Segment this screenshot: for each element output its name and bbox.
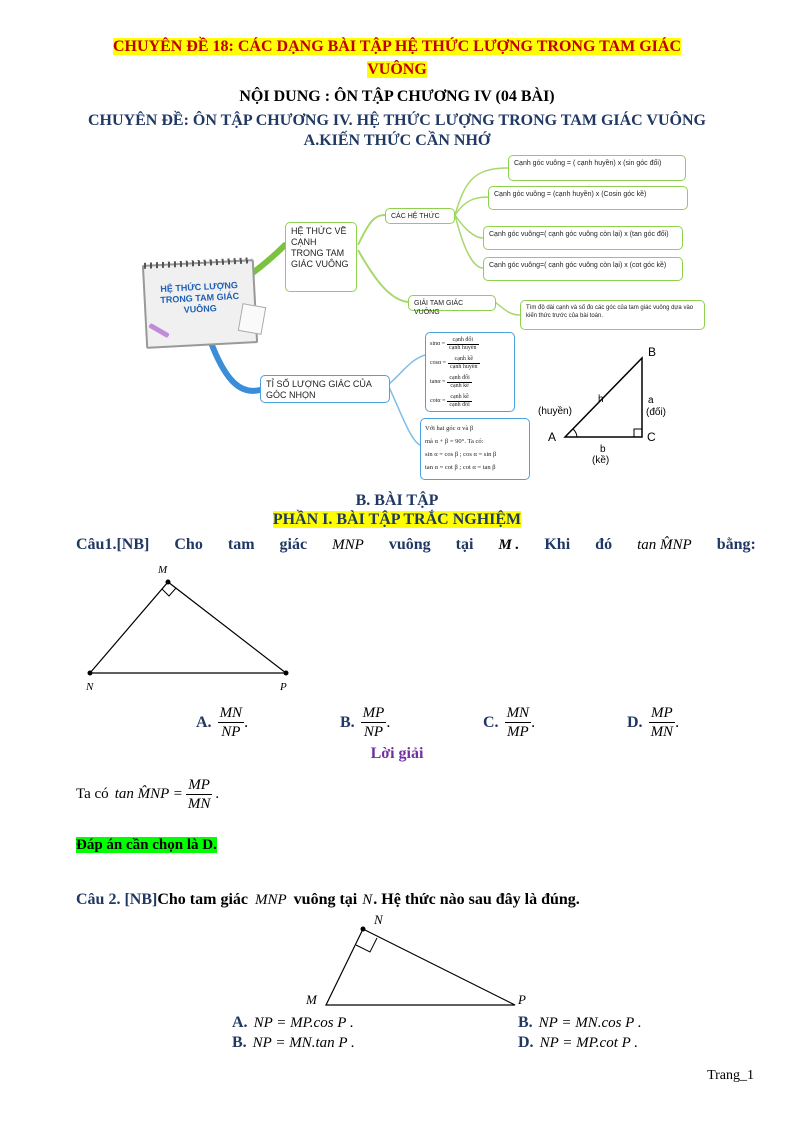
q1-option-c-num: MN <box>506 705 530 721</box>
section-b-title: B. BÀI TẬP <box>355 492 439 509</box>
side-a: a <box>648 395 654 406</box>
q1-solution-den: MN <box>187 796 211 812</box>
doc-title-line1: CHUYÊN ĐỀ 18: CÁC DẠNG BÀI TẬP HỆ THỨC LƯỢNG TRONG TAM GIÁC <box>112 38 682 55</box>
q1-answer: Đáp án cần chọn là D. <box>76 837 217 853</box>
q1-option-b-num: MP <box>362 705 385 721</box>
q2-option-c-expr: NP = MN.tan P . <box>252 1035 355 1051</box>
ratio-cos-den: cạnh huyền <box>450 364 478 370</box>
q1-solution-expr: tan M̂NP = <box>114 786 183 802</box>
q2-n: N <box>362 892 373 908</box>
section-a-title: A.KIẾN THỨC CẦN NHỚ <box>303 132 491 149</box>
side-b: b <box>600 444 606 455</box>
q1-option-d-key: D. <box>627 713 643 731</box>
q1-option-c[interactable]: C. $\frac{MN}{MP}$ . <box>483 705 536 740</box>
vertex-b: B <box>648 345 657 359</box>
q1-w3: MNP <box>332 537 364 553</box>
q1-vertex-n: N <box>86 681 94 693</box>
q1-w6: M . <box>498 537 520 553</box>
q1-option-a[interactable]: A. $\frac{MN}{NP}$ . <box>196 705 249 740</box>
ratio-tan-den: cạnh kề <box>450 383 469 389</box>
q2-option-b-expr: NP = MN.cos P . <box>538 1015 642 1031</box>
q2-text-c: . Hệ thức nào sau đây là đúng. <box>373 891 580 908</box>
comp-line-1: Với hai góc α và β <box>425 425 474 432</box>
q1-w7: Khi <box>544 536 571 553</box>
q2-vertex-p: P <box>518 992 526 1007</box>
q2-text-a: Cho tam giác <box>157 891 248 908</box>
side-h-label: (huyền) <box>538 406 572 417</box>
q1-w5: tại <box>455 536 474 553</box>
q1-w1: tam <box>227 536 255 553</box>
q1-w10: bằng: <box>716 536 756 553</box>
ratio-cos-num: cạnh kề <box>448 356 480 364</box>
q1-w4: vuông <box>388 536 431 553</box>
vertex-a: A <box>548 430 557 444</box>
vertex-c: C <box>647 430 656 444</box>
q2-mnp: MNP <box>255 892 287 908</box>
q2-option-c-key: B. <box>232 1034 247 1051</box>
q2-vertex-n: N <box>374 912 383 927</box>
q2-text-b: vuông tại <box>293 891 358 908</box>
q1-solution-prefix: Ta có <box>76 786 109 802</box>
ratio-sin-num: cạnh đối <box>447 337 479 345</box>
q1-solution: Ta có tan M̂NP = $\frac{MP}{MN}$ . <box>76 777 220 812</box>
page-number: Trang_1 <box>707 1068 754 1083</box>
side-h: h <box>598 394 604 405</box>
ratio-cot-num: cạnh kề <box>447 394 472 402</box>
q1-option-b-den: NP <box>363 724 384 740</box>
sub-relations: CÁC HỆ THỨC <box>385 208 455 224</box>
branch-ratios: TỈ SỐ LƯỢNG GIÁC CỦA GÓC NHỌN <box>260 375 390 403</box>
q2-option-a[interactable] <box>232 1014 354 1032</box>
q2-stem <box>76 891 580 909</box>
q1-vertex-m: M <box>158 564 168 576</box>
ratio-tan-num: cạnh đối <box>449 375 470 381</box>
comp-line-3: sin α = cos β ; cos α = sin β <box>425 451 497 458</box>
q1-w9: tan M̂NP <box>637 537 692 553</box>
content-line: NỘI DUNG : ÔN TẬP CHƯƠNG IV (04 BÀI) <box>239 88 555 105</box>
mindmap-root-label: HỆ THỨC LƯỢNG TRONG TAM GIÁC VUÔNG <box>160 279 240 315</box>
q2-label: Câu 2. [NB] <box>76 891 158 908</box>
q2-option-b[interactable] <box>518 1014 642 1032</box>
part1-title: PHẦN I. BÀI TẬP TRẮC NGHIỆM <box>272 511 522 528</box>
rule-3: Cạnh góc vuông=( cạnh góc vuông còn lại) x (tan góc đối) <box>483 226 683 250</box>
q1-option-b-key: B. <box>340 713 355 731</box>
comp-line-2: mà α + β = 90°. Ta có: <box>425 438 484 445</box>
q2-option-a-key: A. <box>232 1014 248 1031</box>
q1-w8: đó <box>595 536 613 553</box>
q1-solution-num: MP <box>186 776 213 795</box>
q2-option-d-key: D. <box>518 1034 534 1051</box>
q2-figure <box>300 910 540 1012</box>
mindmap <box>130 150 710 490</box>
q1-vertex-p: P <box>280 681 287 693</box>
ratio-sin-den: cạnh huyền <box>449 345 477 351</box>
q1-option-a-den: NP <box>221 724 241 740</box>
q1-option-b[interactable]: B. $\frac{MP}{NP}$ . <box>340 705 391 740</box>
q1-option-d-num: MP <box>649 704 676 723</box>
rule-4: Cạnh góc vuông=( cạnh góc vuông còn lại) x (cot góc kề) <box>483 257 683 281</box>
q2-option-c[interactable] <box>232 1034 355 1052</box>
side-b-label: (kề) <box>592 455 610 466</box>
q2-option-a-expr: NP = MP.cos P . <box>253 1015 354 1031</box>
ratio-box <box>425 332 515 412</box>
q1-figure <box>78 560 308 695</box>
ratio-cos-label: cosα = <box>430 360 447 366</box>
q1-stem <box>76 536 756 554</box>
triangle-abc <box>530 340 710 470</box>
q1-option-c-den: MP <box>506 724 529 740</box>
ratio-cot-den: cạnh đối <box>449 402 470 408</box>
side-a-label: (đối) <box>646 407 667 418</box>
paper-icon <box>238 303 266 335</box>
ratio-cot-label: cotα = <box>430 398 446 404</box>
q1-w0: Cho <box>174 536 203 553</box>
q1-solution-title: Lời giải <box>370 745 424 762</box>
q1-option-d[interactable]: D. $\frac{MP}{MN}$ . <box>627 705 680 740</box>
q2-option-b-key: B. <box>518 1014 533 1031</box>
q2-option-d[interactable] <box>518 1034 638 1052</box>
sub-solve: GIẢI TAM GIÁC VUÔNG <box>408 295 496 311</box>
complement-box <box>420 418 530 480</box>
rule-1: Cạnh góc vuông = ( cạnh huyền) x (sin góc đối) <box>508 155 686 181</box>
q1-option-c-key: C. <box>483 713 499 731</box>
ratio-tan-label: tanα = <box>430 379 446 385</box>
subtitle: CHUYÊN ĐỀ: ÔN TẬP CHƯƠNG IV. HỆ THỨC LƯỢNG TRONG TAM GIÁC VUÔNG <box>88 112 706 129</box>
rule-2: Cạnh góc vuông = (cạnh huyền) x (Cosin góc kề) <box>488 186 688 210</box>
q1-option-a-key: A. <box>196 713 212 731</box>
q1-option-d-den: MN <box>650 724 674 740</box>
q1-w2: giác <box>279 536 308 553</box>
doc-title-line2: VUÔNG <box>367 61 427 78</box>
comp-line-4: tan α = cot β ; cot α = tan β <box>425 464 496 471</box>
q2-vertex-m: M <box>306 992 317 1007</box>
branch-relations: HỆ THỨC VỀ CẠNH TRONG TAM GIÁC VUÔNG <box>285 222 357 292</box>
ratio-sin-label: sinα = <box>430 341 446 347</box>
q1-label: Câu1.[NB] <box>76 536 150 553</box>
root-notepad <box>142 259 258 349</box>
solve-note: Tìm độ dài cạnh và số đo các góc của tam giác vuông dựa vào kiến thức trước của bài toán. <box>520 300 705 330</box>
q2-option-d-expr: NP = MP.cot P . <box>539 1035 639 1051</box>
q1-option-a-num: MN <box>219 705 243 721</box>
